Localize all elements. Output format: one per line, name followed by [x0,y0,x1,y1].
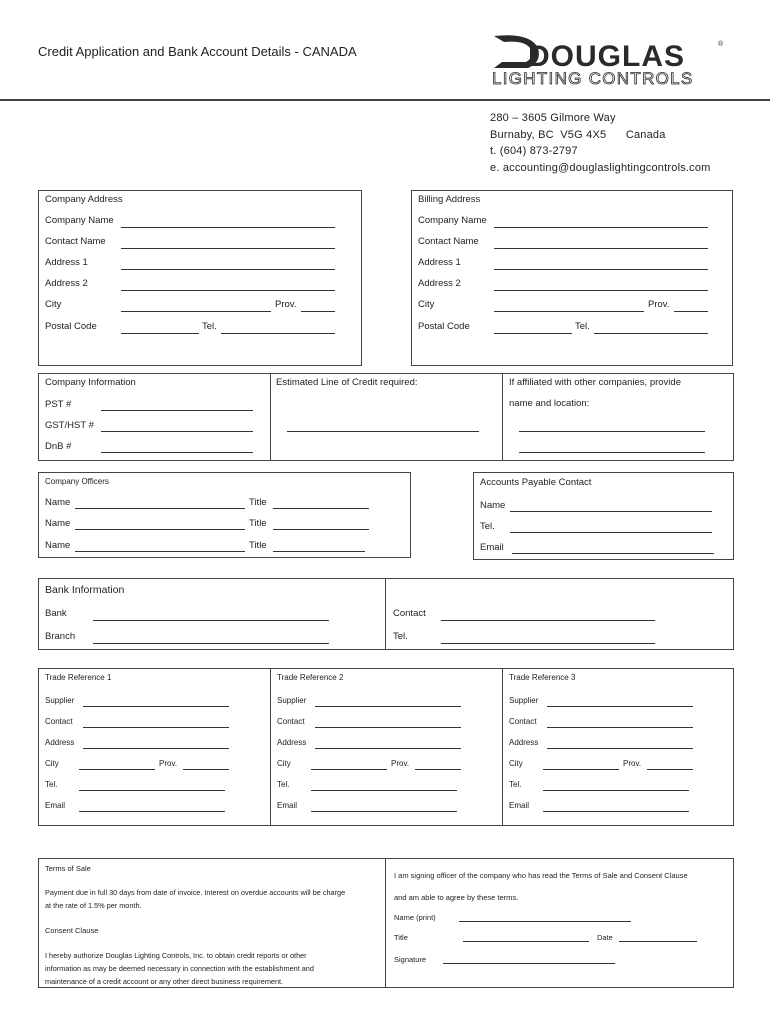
gst-label: GST/HST # [45,420,94,431]
ref2-email-field[interactable] [311,811,457,812]
billing-city-field[interactable] [494,311,644,312]
terms-payment-line-2: at the rate of 1.5% per month. [45,901,142,910]
company-information-section [38,373,734,461]
billing-postal-label: Postal Code [418,321,470,332]
city-label: City [45,759,59,768]
signature-label: Signature [394,955,427,964]
dnb-label: DnB # [45,441,72,452]
billing-address2-field[interactable] [494,290,708,291]
column-divider [270,669,271,825]
company-name-label: Company Name [45,215,114,226]
officer2-name-field[interactable] [75,529,245,530]
supplier-label: Supplier [509,696,539,705]
column-divider [385,579,386,649]
company-name-field[interactable] [121,227,335,228]
officer3-name-field[interactable] [75,551,245,552]
prov-label: Prov. [159,759,178,768]
ref2-prov-field[interactable] [415,769,461,770]
ref1-supplier-field[interactable] [83,706,229,707]
address-label: Address [277,738,307,747]
affiliated-field-2[interactable] [519,452,705,453]
terms-payment-line-1: Payment due in full 30 days from date of invoice. Interest on overdue accounts will be charge [45,888,346,897]
section-heading: Accounts Payable Contact [480,477,592,488]
officer-name-label: Name [45,540,71,551]
billing-contact-name-label: Contact Name [418,236,479,247]
postal-label: Postal Code [45,321,97,332]
billing-prov-field[interactable] [674,311,708,312]
billing-company-name-label: Company Name [418,215,487,226]
contact-label: Contact [277,717,305,726]
pst-label: PST # [45,399,72,410]
affiliated-label-2: name and location: [509,398,590,409]
city-label: City [277,759,291,768]
ap-tel-label: Tel. [480,521,495,532]
officer-title-label: Title [249,497,267,508]
tel-label: Tel. [45,780,58,789]
affiliated-field-1[interactable] [519,431,705,432]
terms-section [38,858,734,988]
billing-address-section [411,190,733,366]
officer-name-label: Name [45,518,71,529]
billing-tel-label: Tel. [575,321,590,332]
consent-line-1: I hereby authorize Douglas Lighting Controls, Inc. to obtain credit reports or other [45,951,307,960]
ref3-supplier-field[interactable] [547,706,693,707]
column-divider [270,374,271,460]
contact-label: Contact [45,717,73,726]
tel-label: Tel. [202,321,217,332]
affiliated-label-1: If affiliated with other companies, provide [509,377,681,388]
ref1-city-field[interactable] [79,769,155,770]
bank-contact-field[interactable] [441,620,655,621]
branch-label: Branch [45,631,76,642]
ref1-email-field[interactable] [79,811,225,812]
consent-line-2: information as may be deemed necessary in connection with the establishment and [45,964,314,973]
prov-label: Prov. [391,759,410,768]
address-line-phone: t. (604) 873-2797 [490,145,578,157]
email-label: Email [509,801,530,810]
credit-line-label: Estimated Line of Credit required: [276,377,418,388]
header-divider [0,99,770,101]
signing-statement-1: I am signing officer of the company who has read the Terms of Sale and Consent Clause [394,871,688,880]
address-line-email: e. accounting@douglaslightingcontrols.com [490,161,711,174]
prov-field[interactable] [301,311,335,312]
section-heading: Billing Address [418,194,481,205]
ref3-tel-field[interactable] [543,790,689,791]
billing-prov-label: Prov. [648,299,670,310]
officer3-title-field[interactable] [273,551,365,552]
address1-label: Address 1 [45,257,88,268]
section-heading: Bank Information [45,584,125,596]
tel-field[interactable] [221,333,335,334]
trade-ref-3-heading: Trade Reference 3 [509,673,576,682]
ap-tel-field[interactable] [510,532,712,533]
column-divider [385,859,386,987]
officer2-title-field[interactable] [273,529,369,530]
officer-title-label: Title [249,540,267,551]
logo-graphic [490,34,730,88]
signing-statement-2: and am able to agree by these terms. [394,893,519,902]
ref1-contact-field[interactable] [83,727,229,728]
consent-line-3: maintenance of a credit account or any other direct business requirement. [45,977,284,986]
company-officers-section [38,472,411,558]
ap-email-label: Email [480,542,504,553]
contact-name-label: Contact Name [45,236,106,247]
ref3-city-field[interactable] [543,769,619,770]
address-label: Address [509,738,539,747]
contact-label: Contact [509,717,537,726]
consent-heading: Consent Clause [45,926,99,935]
bank-tel-field[interactable] [441,643,655,644]
pst-field[interactable] [101,410,253,411]
company-address-section [38,190,362,366]
supplier-label: Supplier [277,696,307,705]
ref3-prov-field[interactable] [647,769,693,770]
gst-field[interactable] [101,431,253,432]
billing-tel-field[interactable] [594,333,708,334]
dnb-field[interactable] [101,452,253,453]
branch-field[interactable] [93,643,329,644]
company-logo [490,34,730,88]
city-label: City [509,759,523,768]
address-line-street: 280 – 3605 Gilmore Way [490,112,616,124]
ref2-tel-field[interactable] [311,790,457,791]
sign-title-label: Title [394,933,408,942]
sign-name-label: Name (print) [394,913,436,922]
credit-line-field[interactable] [287,431,479,432]
bank-tel-label: Tel. [393,631,408,642]
bank-field[interactable] [93,620,329,621]
contact-name-field[interactable] [121,248,335,249]
logo-top-text: DOUGLAS [528,40,685,73]
address-label: Address [45,738,75,747]
bank-contact-label: Contact [393,608,426,619]
ap-name-field[interactable] [510,511,712,512]
city-field[interactable] [121,311,271,312]
bank-information-section [38,578,734,650]
email-label: Email [277,801,298,810]
postal-field[interactable] [121,333,199,334]
company-contact-block [490,110,711,176]
ref2-supplier-field[interactable] [315,706,461,707]
ref2-contact-field[interactable] [315,727,461,728]
ref2-address-field[interactable] [315,748,461,749]
supplier-label: Supplier [45,696,75,705]
bank-label: Bank [45,608,67,619]
address2-label: Address 2 [45,278,88,289]
trade-ref-1-heading: Trade Reference 1 [45,673,112,682]
section-heading: Company Officers [45,477,109,486]
ref1-tel-field[interactable] [79,790,225,791]
officer1-title-field[interactable] [273,508,369,509]
sign-date-label: Date [597,933,613,942]
sign-title-field[interactable] [463,941,589,942]
address1-field[interactable] [121,269,335,270]
billing-address1-field[interactable] [494,269,708,270]
address2-field[interactable] [121,290,335,291]
trade-ref-2-heading: Trade Reference 2 [277,673,344,682]
email-label: Email [45,801,66,810]
address-line-city: Burnaby, BC V5G 4X5 Canada [490,128,666,141]
logo-bottom-text: LIGHTING CONTROLS [492,69,694,88]
tel-label: Tel. [277,780,290,789]
prov-label: Prov. [275,299,297,310]
accounts-payable-section [473,472,734,560]
ref3-email-field[interactable] [543,811,689,812]
registered-mark: ® [718,41,724,48]
billing-address1-label: Address 1 [418,257,461,268]
ref1-address-field[interactable] [83,748,229,749]
ap-email-field[interactable] [512,553,714,554]
ref3-address-field[interactable] [547,748,693,749]
page-title: Credit Application and Bank Account Details - CANADA [38,44,357,59]
billing-address2-label: Address 2 [418,278,461,289]
billing-city-label: City [418,299,435,310]
ap-name-label: Name [480,500,506,511]
city-label: City [45,299,62,310]
ref2-city-field[interactable] [311,769,387,770]
tel-label: Tel. [509,780,522,789]
officer-title-label: Title [249,518,267,529]
ref3-contact-field[interactable] [547,727,693,728]
section-heading: Company Information [45,377,136,388]
terms-heading: Terms of Sale [45,864,91,873]
column-divider [502,374,503,460]
trade-references-section [38,668,734,826]
section-heading: Company Address [45,194,123,205]
officer1-name-field[interactable] [75,508,245,509]
billing-contact-name-field[interactable] [494,248,708,249]
sign-name-field[interactable] [459,921,631,922]
ref1-prov-field[interactable] [183,769,229,770]
officer-name-label: Name [45,497,71,508]
billing-postal-field[interactable] [494,333,572,334]
column-divider [502,669,503,825]
prov-label: Prov. [623,759,642,768]
signature-field[interactable] [443,963,615,964]
billing-company-name-field[interactable] [494,227,708,228]
sign-date-field[interactable] [619,941,697,942]
